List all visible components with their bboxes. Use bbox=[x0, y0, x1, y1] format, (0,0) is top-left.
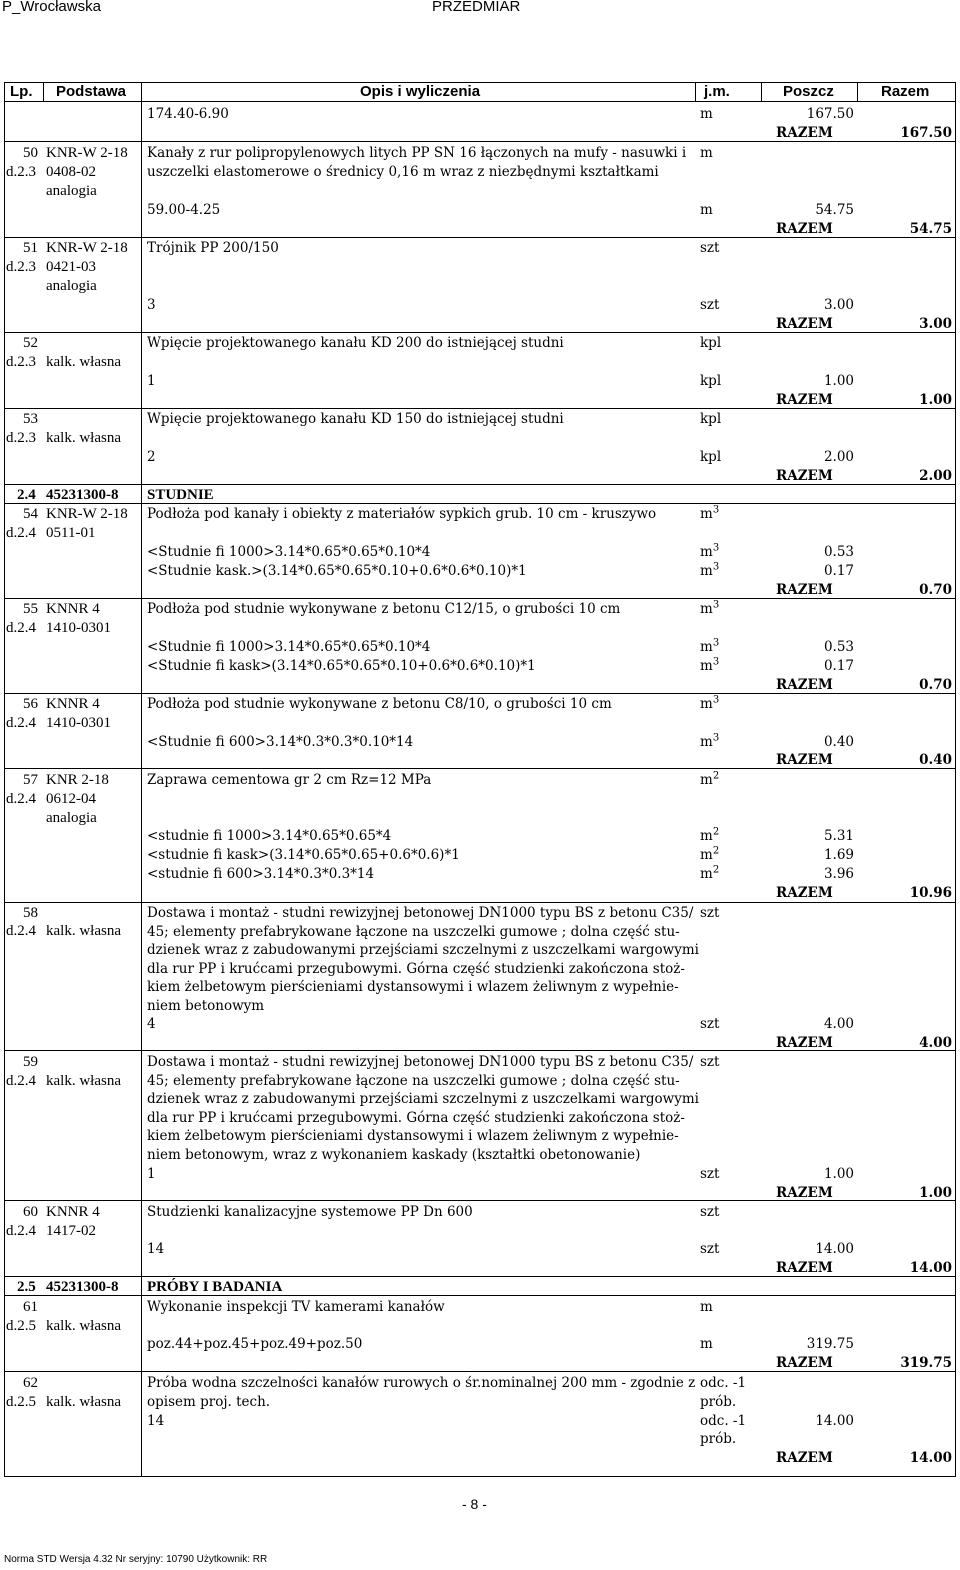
col-jm: j.m. bbox=[704, 83, 730, 100]
project-name: P_Wrocławska bbox=[2, 0, 101, 15]
footer-text: Norma STD Wersja 4.32 Nr seryjny: 10790 Użytkownik: RR bbox=[4, 1554, 268, 1565]
col-lp: Lp. bbox=[10, 83, 33, 100]
col-razem: Razem bbox=[881, 83, 930, 100]
document-title: PRZEDMIAR bbox=[432, 0, 521, 15]
page-header bbox=[0, 0, 960, 18]
col-poszcz: Poszcz bbox=[783, 83, 834, 100]
col-opis: Opis i wyliczenia bbox=[360, 83, 481, 100]
page-number: - 8 - bbox=[462, 1496, 487, 1512]
table-header bbox=[4, 82, 956, 102]
col-podstawa: Podstawa bbox=[56, 83, 127, 100]
